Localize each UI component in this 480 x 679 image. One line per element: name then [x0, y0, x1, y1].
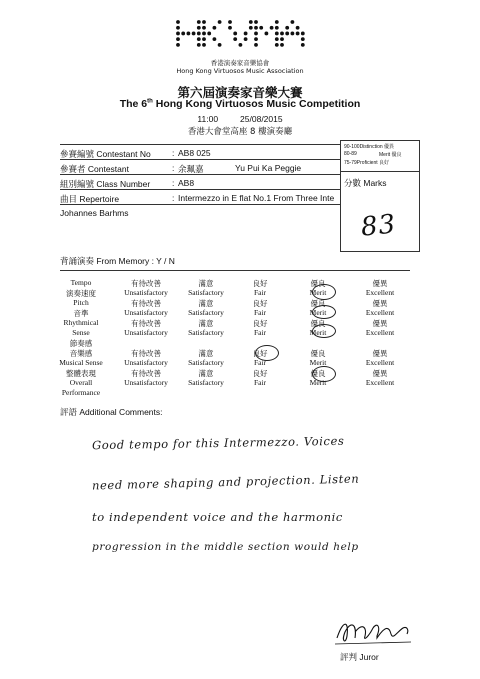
- logo-dot: [254, 32, 258, 36]
- criterion-label: Musical Sense: [59, 358, 103, 367]
- logo-dot: [270, 26, 274, 30]
- rating-level-en: Unsatisfactory: [124, 328, 168, 337]
- rating-level-zh: 優良: [310, 299, 326, 308]
- logo-dot: [249, 20, 253, 24]
- logo-dot: [213, 37, 217, 41]
- rating-level-zh: 優良: [310, 319, 326, 328]
- time: 11:00: [197, 114, 219, 124]
- criterion-label: Overall: [69, 378, 93, 387]
- logo-dot: [187, 32, 191, 36]
- logo-dot: [192, 32, 196, 36]
- rating-level-zh: 滿意: [198, 349, 214, 358]
- logo-dot: [176, 43, 180, 47]
- logo-dot: [181, 32, 185, 36]
- rating-level-en: Unsatisfactory: [124, 378, 168, 387]
- selection-circle: [255, 345, 279, 361]
- logo-chinese-name: 香港演奏家音樂協會: [210, 59, 270, 67]
- colon: :: [172, 163, 175, 173]
- grade-distinction: 90-100Distinction 優異: [344, 144, 395, 150]
- marks-box: [340, 140, 420, 252]
- divider: [60, 204, 340, 205]
- logo-dot: [207, 32, 211, 36]
- rating-level-zh: 優異: [372, 299, 388, 308]
- rating-level-zh: 有待改善: [131, 349, 161, 358]
- rating-level-en: Excellent: [365, 288, 395, 297]
- marks-label: 分數 Marks: [344, 178, 387, 188]
- logo-dot: [202, 26, 206, 30]
- comment-line: need more shaping and projection. Listen: [91, 471, 360, 493]
- comment-line: progression in the middle section would help: [92, 541, 359, 553]
- criterion-label: Tempo: [70, 278, 92, 287]
- divider: [60, 270, 410, 271]
- logo-dot: [275, 26, 279, 30]
- date-time: [0, 114, 480, 124]
- logo-dot: [291, 32, 295, 36]
- logo-dot: [275, 20, 279, 24]
- comments-label: 評語 Additional Comments:: [60, 407, 163, 417]
- rating-level-zh: 優良: [310, 279, 326, 288]
- rating-level-en: Excellent: [365, 358, 395, 367]
- logo-dot: [280, 43, 284, 47]
- rating-level-en: Unsatisfactory: [124, 358, 168, 367]
- colon: :: [172, 178, 175, 188]
- divider: [60, 189, 340, 190]
- logo-dot: [280, 37, 284, 41]
- criterion-label: Rhythmical: [63, 318, 99, 327]
- rating-level-zh: 良好: [252, 279, 268, 288]
- rating-level-zh: 滿意: [198, 279, 214, 288]
- rating-level-en: Excellent: [365, 308, 395, 317]
- logo-dot: [197, 32, 201, 36]
- contestant-no-label: 參賽編號 Contestant No: [60, 149, 151, 159]
- rating-level-zh: 優良: [310, 349, 326, 358]
- criterion-label: 音樂感: [69, 349, 93, 358]
- date: 25/08/2015: [240, 114, 283, 124]
- rating-level-en: Excellent: [365, 328, 395, 337]
- logo-dot: [202, 43, 206, 47]
- divider: [341, 171, 419, 172]
- rating-level-zh: 優異: [372, 279, 388, 288]
- class-number-value: AB8: [178, 178, 195, 188]
- logo-dot: [213, 26, 217, 30]
- logo-dot: [176, 32, 180, 36]
- criterion-label: 節奏感: [69, 339, 93, 348]
- juror-label: 評判 Juror: [340, 652, 379, 662]
- selection-circle: [312, 305, 336, 319]
- criterion-label: Sense: [72, 328, 90, 337]
- rating-level-en: Merit: [309, 358, 327, 367]
- selection-circle: [312, 284, 336, 300]
- rating-level-en: Fair: [253, 378, 267, 387]
- rating-level-zh: 優異: [372, 369, 388, 378]
- repertoire-value: Intermezzo in E flat No.1 From Three Inte: [178, 193, 335, 203]
- logo-dot: [265, 32, 269, 36]
- divider: [60, 144, 340, 145]
- rating-level-en: Unsatisfactory: [124, 308, 168, 317]
- repertoire-label: 曲目 Repertoire: [60, 194, 120, 204]
- competition-title-chinese: 第六屆演奏家音樂大賽: [177, 85, 303, 100]
- composer: Johannes Barhms: [60, 208, 129, 218]
- colon: :: [172, 148, 175, 158]
- logo-dot: [296, 32, 300, 36]
- from-memory: 背誦演奏 From Memory : Y / N: [60, 256, 175, 266]
- rating-level-en: Satisfactory: [188, 308, 224, 317]
- logo-dot: [280, 32, 284, 36]
- logo-dot: [228, 20, 232, 24]
- logo-dot: [285, 32, 289, 36]
- contestant-label: 參賽者 Contestant: [60, 164, 129, 174]
- venue: 香港大會堂高座 8 樓演奏廳: [187, 127, 293, 137]
- rating-level-zh: 有待改善: [131, 279, 161, 288]
- logo-dot: [176, 20, 180, 24]
- selection-circle: [312, 324, 336, 338]
- comment-line: Good tempo for this Intermezzo. Voices: [91, 433, 345, 453]
- divider: [60, 159, 340, 160]
- logo-dot: [197, 26, 201, 30]
- rating-level-zh: 優異: [372, 349, 388, 358]
- rating-level-zh: 良好: [252, 349, 268, 358]
- logo-dot: [176, 37, 180, 41]
- grade-merit-range: 80-89: [344, 151, 357, 157]
- rating-level-zh: 有待改善: [131, 369, 161, 378]
- rating-level-en: Merit: [309, 378, 327, 387]
- rating-level-en: Fair: [253, 328, 267, 337]
- criterion-label: 音準: [73, 309, 89, 318]
- logo-dot: [233, 32, 237, 36]
- selection-circle: [312, 366, 336, 382]
- rating-level-en: Fair: [253, 358, 267, 367]
- rating-level-en: Merit: [309, 308, 327, 317]
- logo-dot: [285, 26, 289, 30]
- logo-dot: [254, 20, 258, 24]
- logo-english-name: Hong Kong Virtuosos Music Association: [176, 67, 304, 75]
- logo-dot: [197, 37, 201, 41]
- logo-dot: [239, 43, 243, 47]
- rating-level-en: Satisfactory: [188, 358, 224, 367]
- logo-dot: [176, 26, 180, 30]
- rating-level-en: Merit: [309, 288, 327, 297]
- logo-dot: [275, 32, 279, 36]
- logo-dot: [254, 26, 258, 30]
- hkvma-logo: [170, 14, 310, 84]
- rating-level-zh: 有待改善: [131, 299, 161, 308]
- rating-level-zh: 優良: [310, 369, 326, 378]
- rating-level-en: Fair: [253, 308, 267, 317]
- logo-dot: [254, 37, 258, 41]
- logo-dot: [202, 37, 206, 41]
- rating-level-en: Merit: [309, 328, 327, 337]
- logo-dot: [259, 26, 263, 30]
- comment-line: to independent voice and the harmonic: [92, 510, 343, 524]
- handwritten-score: 83: [359, 209, 398, 243]
- rating-level-zh: 優異: [372, 319, 388, 328]
- divider: [60, 174, 340, 175]
- rating-level-zh: 有待改善: [131, 319, 161, 328]
- logo-dot: [233, 37, 237, 41]
- logo-dot: [218, 20, 222, 24]
- criterion-label: 整體表現: [66, 369, 96, 378]
- logo-dot: [244, 32, 248, 36]
- rating-level-en: Fair: [253, 288, 267, 297]
- logo-dot: [218, 43, 222, 47]
- criterion-label: 演奏速度: [66, 289, 96, 298]
- logo-dot: [197, 20, 201, 24]
- criterion-label: Performance: [61, 388, 101, 397]
- logo-dot: [254, 43, 258, 47]
- logo-dot: [291, 20, 295, 24]
- rating-level-zh: 良好: [252, 319, 268, 328]
- colon: :: [172, 193, 175, 203]
- rating-level-en: Unsatisfactory: [124, 288, 168, 297]
- class-number-label: 組別編號 Class Number: [60, 179, 151, 189]
- logo-dot: [228, 26, 232, 30]
- logo-dot: [296, 26, 300, 30]
- logo-dot: [275, 43, 279, 47]
- rating-level-zh: 滿意: [198, 319, 214, 328]
- logo-dot: [301, 43, 305, 47]
- logo-dot: [275, 37, 279, 41]
- rating-level-zh: 滿意: [198, 299, 214, 308]
- competition-title-english: The 6th Hong Kong Virtuosos Music Competition: [119, 98, 361, 110]
- grade-merit-label: Merit 優良: [379, 152, 402, 158]
- logo-wordmark: [170, 14, 310, 60]
- logo-dot: [244, 37, 248, 41]
- rating-level-zh: 良好: [252, 299, 268, 308]
- rating-level-zh: 良好: [252, 369, 268, 378]
- logo-dot: [249, 26, 253, 30]
- criterion-label: Pitch: [73, 298, 89, 307]
- logo-dot: [202, 32, 206, 36]
- logo-dot: [197, 43, 201, 47]
- rating-level-en: Excellent: [365, 378, 395, 387]
- rating-level-en: Satisfactory: [188, 288, 224, 297]
- contestant-no-value: AB8 025: [178, 148, 211, 158]
- logo-dot: [202, 20, 206, 24]
- rating-level-en: Satisfactory: [188, 378, 224, 387]
- rating-level-zh: 滿意: [198, 369, 214, 378]
- juror-signature: [333, 614, 413, 650]
- logo-dot: [301, 37, 305, 41]
- rating-level-en: Satisfactory: [188, 328, 224, 337]
- logo-dot: [301, 32, 305, 36]
- contestant-name-english: Yu Pui Ka Peggie: [235, 163, 302, 173]
- grade-proficient: 75-79Proficient 良好: [344, 160, 390, 166]
- contestant-name-chinese: 余珮嘉: [178, 164, 204, 174]
